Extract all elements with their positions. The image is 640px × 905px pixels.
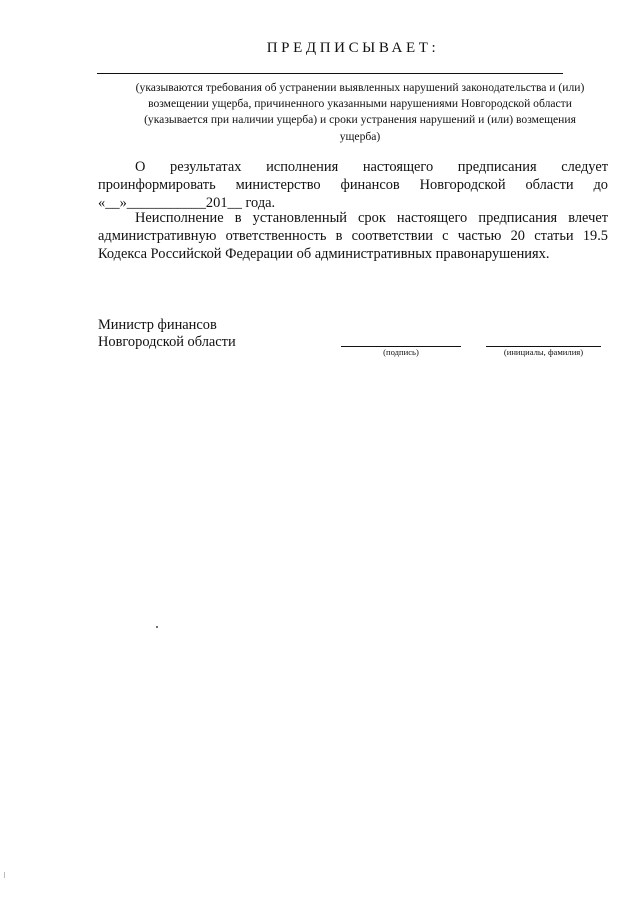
- note-line: ущерба): [339, 129, 381, 143]
- requirements-note: [95, 80, 625, 145]
- paragraph1-date-line: «__»___________201__ года.: [98, 195, 276, 211]
- scan-edge-mark: [4, 872, 5, 878]
- signature-caption: (подпись): [383, 347, 419, 357]
- note-line: (указываются требования об устранении выявленных нарушений законодательства и (или): [135, 81, 585, 94]
- name-caption: (инициалы, фамилия): [503, 347, 584, 357]
- paragraph2-line1: Неисполнение в установленный срок настоящего предписания влечет: [135, 210, 608, 226]
- paragraph2-line3: Кодекса Российской Федерации об административных правонарушениях.: [98, 246, 550, 262]
- signer-position-line1: Министр финансов: [98, 317, 217, 333]
- note-line: возмещении ущерба, причиненного указанными нарушениями Новгородской области: [148, 97, 572, 111]
- note-line: (указывается при наличии ущерба) и сроки устранения нарушений и (или) возмещения: [144, 113, 576, 127]
- scan-speck: [156, 626, 158, 628]
- paragraph2-line2: административную ответственность в соответствии с частью 20 статьи 19.5: [98, 228, 608, 244]
- signer-position-line2: Новгородской области: [98, 334, 236, 350]
- document-heading: ПРЕДПИСЫВАЕТ:: [266, 40, 440, 56]
- paragraph1-line2: проинформировать министерство финансов Новгородской области до: [98, 177, 608, 193]
- requirements-blank-line: [97, 73, 563, 74]
- paragraph1-line1: О результатах исполнения настоящего предписания следует: [135, 159, 608, 175]
